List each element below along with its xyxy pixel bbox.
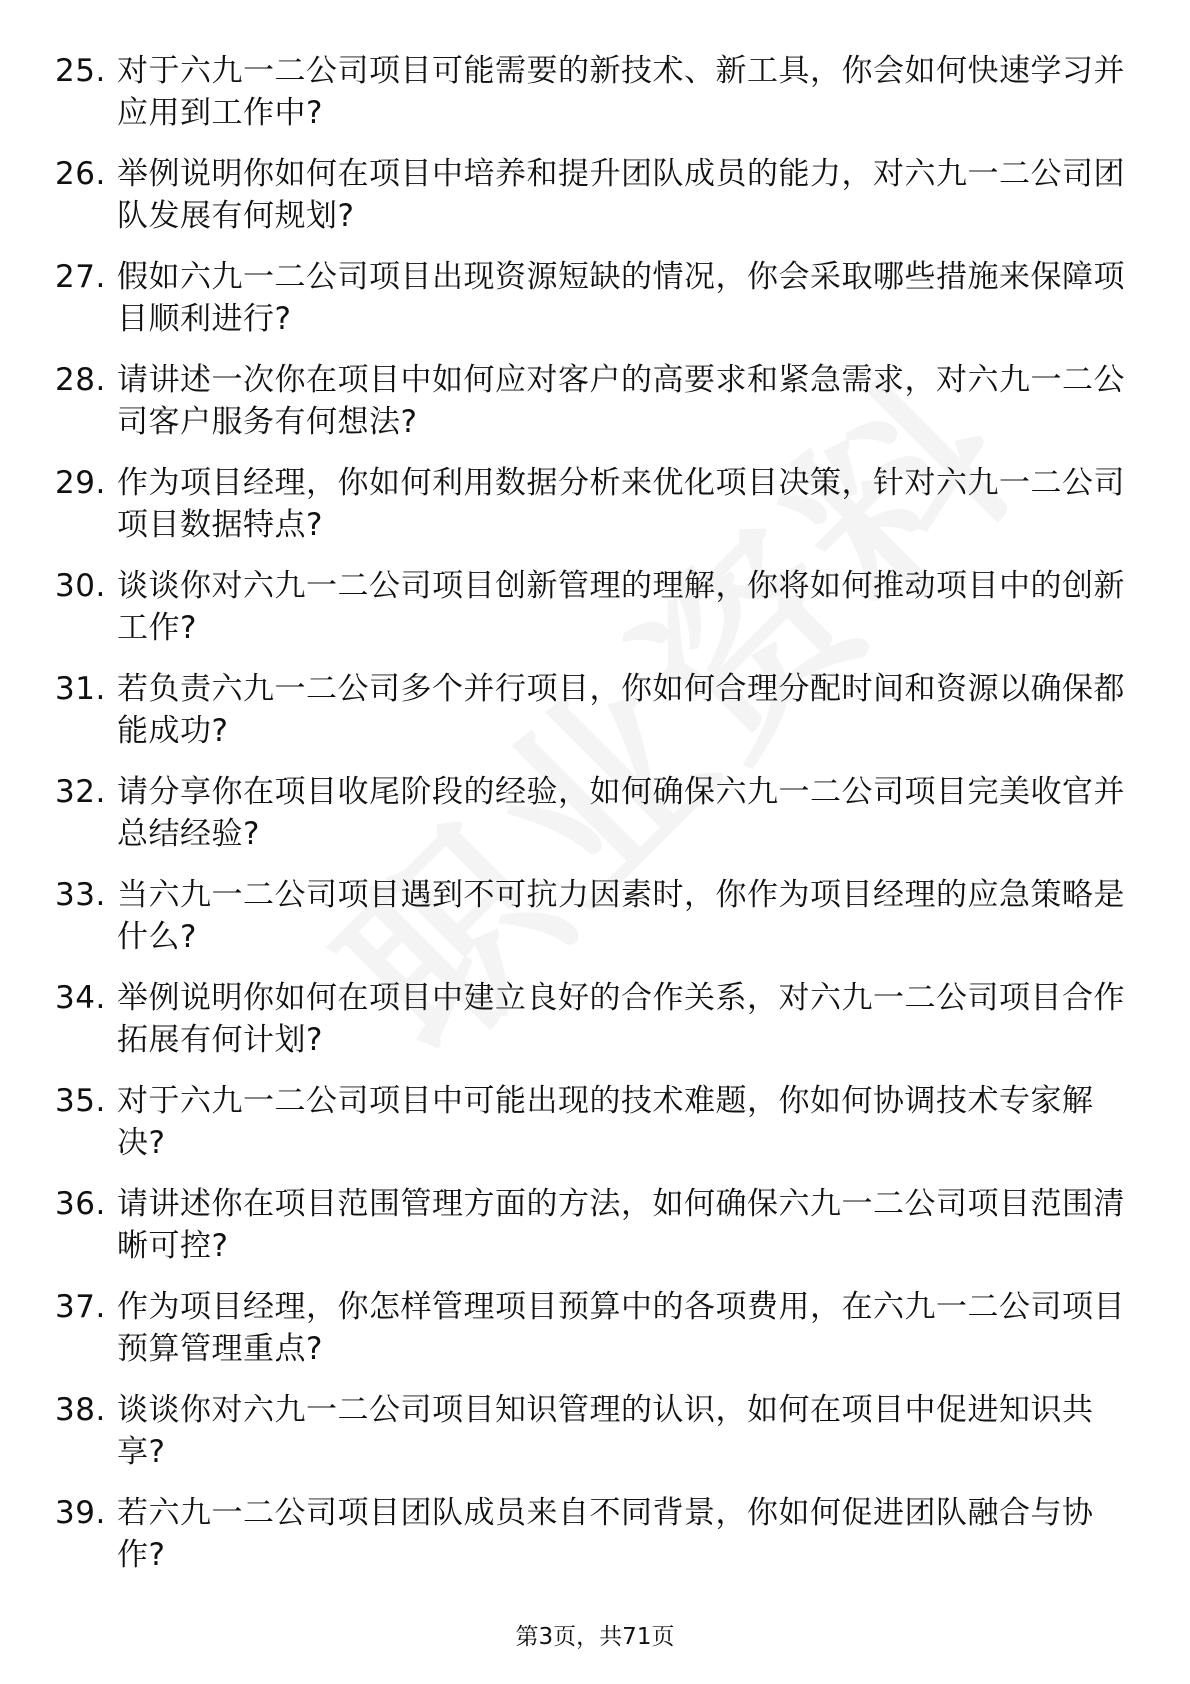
question-text: 请分享你在项目收尾阶段的经验，如何确保六九一二公司项目完美收官并总结经验? (117, 774, 1125, 852)
question-text: 举例说明你如何在项目中培养和提升团队成员的能力，对六九一二公司团队发展有何规划? (117, 156, 1125, 234)
page-footer: 第3页，共71页 (515, 1624, 675, 1650)
question-number: 34. (55, 980, 106, 1016)
question-text: 假如六九一二公司项目出现资源短缺的情况，你会采取哪些措施来保障项目顺利进行? (117, 259, 1125, 337)
question-item (55, 565, 1135, 649)
question-number: 39. (55, 1495, 106, 1531)
question-text: 举例说明你如何在项目中建立良好的合作关系，对六九一二公司项目合作拓展有何计划? (117, 980, 1125, 1058)
question-item (55, 153, 1135, 237)
question-item (55, 359, 1135, 443)
question-number: 33. (55, 877, 106, 913)
question-number: 30. (55, 568, 106, 604)
question-item (55, 256, 1135, 340)
question-item (55, 50, 1135, 134)
question-item (55, 1389, 1135, 1473)
question-item (55, 874, 1135, 958)
question-item (55, 1080, 1135, 1164)
question-number: 28. (55, 362, 106, 398)
question-text: 对于六九一二公司项目可能需要的新技术、新工具，你会如何快速学习并应用到工作中? (117, 53, 1125, 131)
question-text: 请讲述一次你在项目中如何应对客户的高要求和紧急需求，对六九一二公司客户服务有何想法? (117, 362, 1125, 440)
question-item (55, 668, 1135, 752)
question-item (55, 462, 1135, 546)
question-number: 35. (55, 1083, 106, 1119)
question-item (55, 1183, 1135, 1267)
question-item (55, 977, 1135, 1061)
question-number: 32. (55, 774, 106, 810)
question-text: 谈谈你对六九一二公司项目知识管理的认识，如何在项目中促进知识共享? (117, 1392, 1094, 1470)
question-text: 对于六九一二公司项目中可能出现的技术难题，你如何协调技术专家解决? (117, 1083, 1094, 1161)
question-text: 作为项目经理，你如何利用数据分析来优化项目决策，针对六九一二公司项目数据特点? (117, 465, 1125, 543)
question-text: 若负责六九一二公司多个并行项目，你如何合理分配时间和资源以确保都能成功? (117, 671, 1125, 749)
question-text: 当六九一二公司项目遇到不可抗力因素时，你作为项目经理的应急策略是什么? (117, 877, 1125, 955)
question-list (55, 50, 1135, 1595)
question-number: 38. (55, 1392, 106, 1428)
question-item (55, 771, 1135, 855)
question-item (55, 1492, 1135, 1576)
question-number: 31. (55, 671, 106, 707)
question-number: 29. (55, 465, 106, 501)
question-text: 若六九一二公司项目团队成员来自不同背景，你如何促进团队融合与协作? (117, 1495, 1094, 1573)
question-number: 26. (55, 156, 106, 192)
question-text: 请讲述你在项目范围管理方面的方法，如何确保六九一二公司项目范围清晰可控? (117, 1186, 1125, 1264)
question-text: 作为项目经理，你怎样管理项目预算中的各项费用，在六九一二公司项目预算管理重点? (117, 1289, 1125, 1367)
question-number: 36. (55, 1186, 106, 1222)
question-number: 27. (55, 259, 106, 295)
question-item (55, 1286, 1135, 1370)
question-number: 37. (55, 1289, 106, 1325)
question-number: 25. (55, 53, 106, 89)
question-text: 谈谈你对六九一二公司项目创新管理的理解，你将如何推动项目中的创新工作? (117, 568, 1125, 646)
